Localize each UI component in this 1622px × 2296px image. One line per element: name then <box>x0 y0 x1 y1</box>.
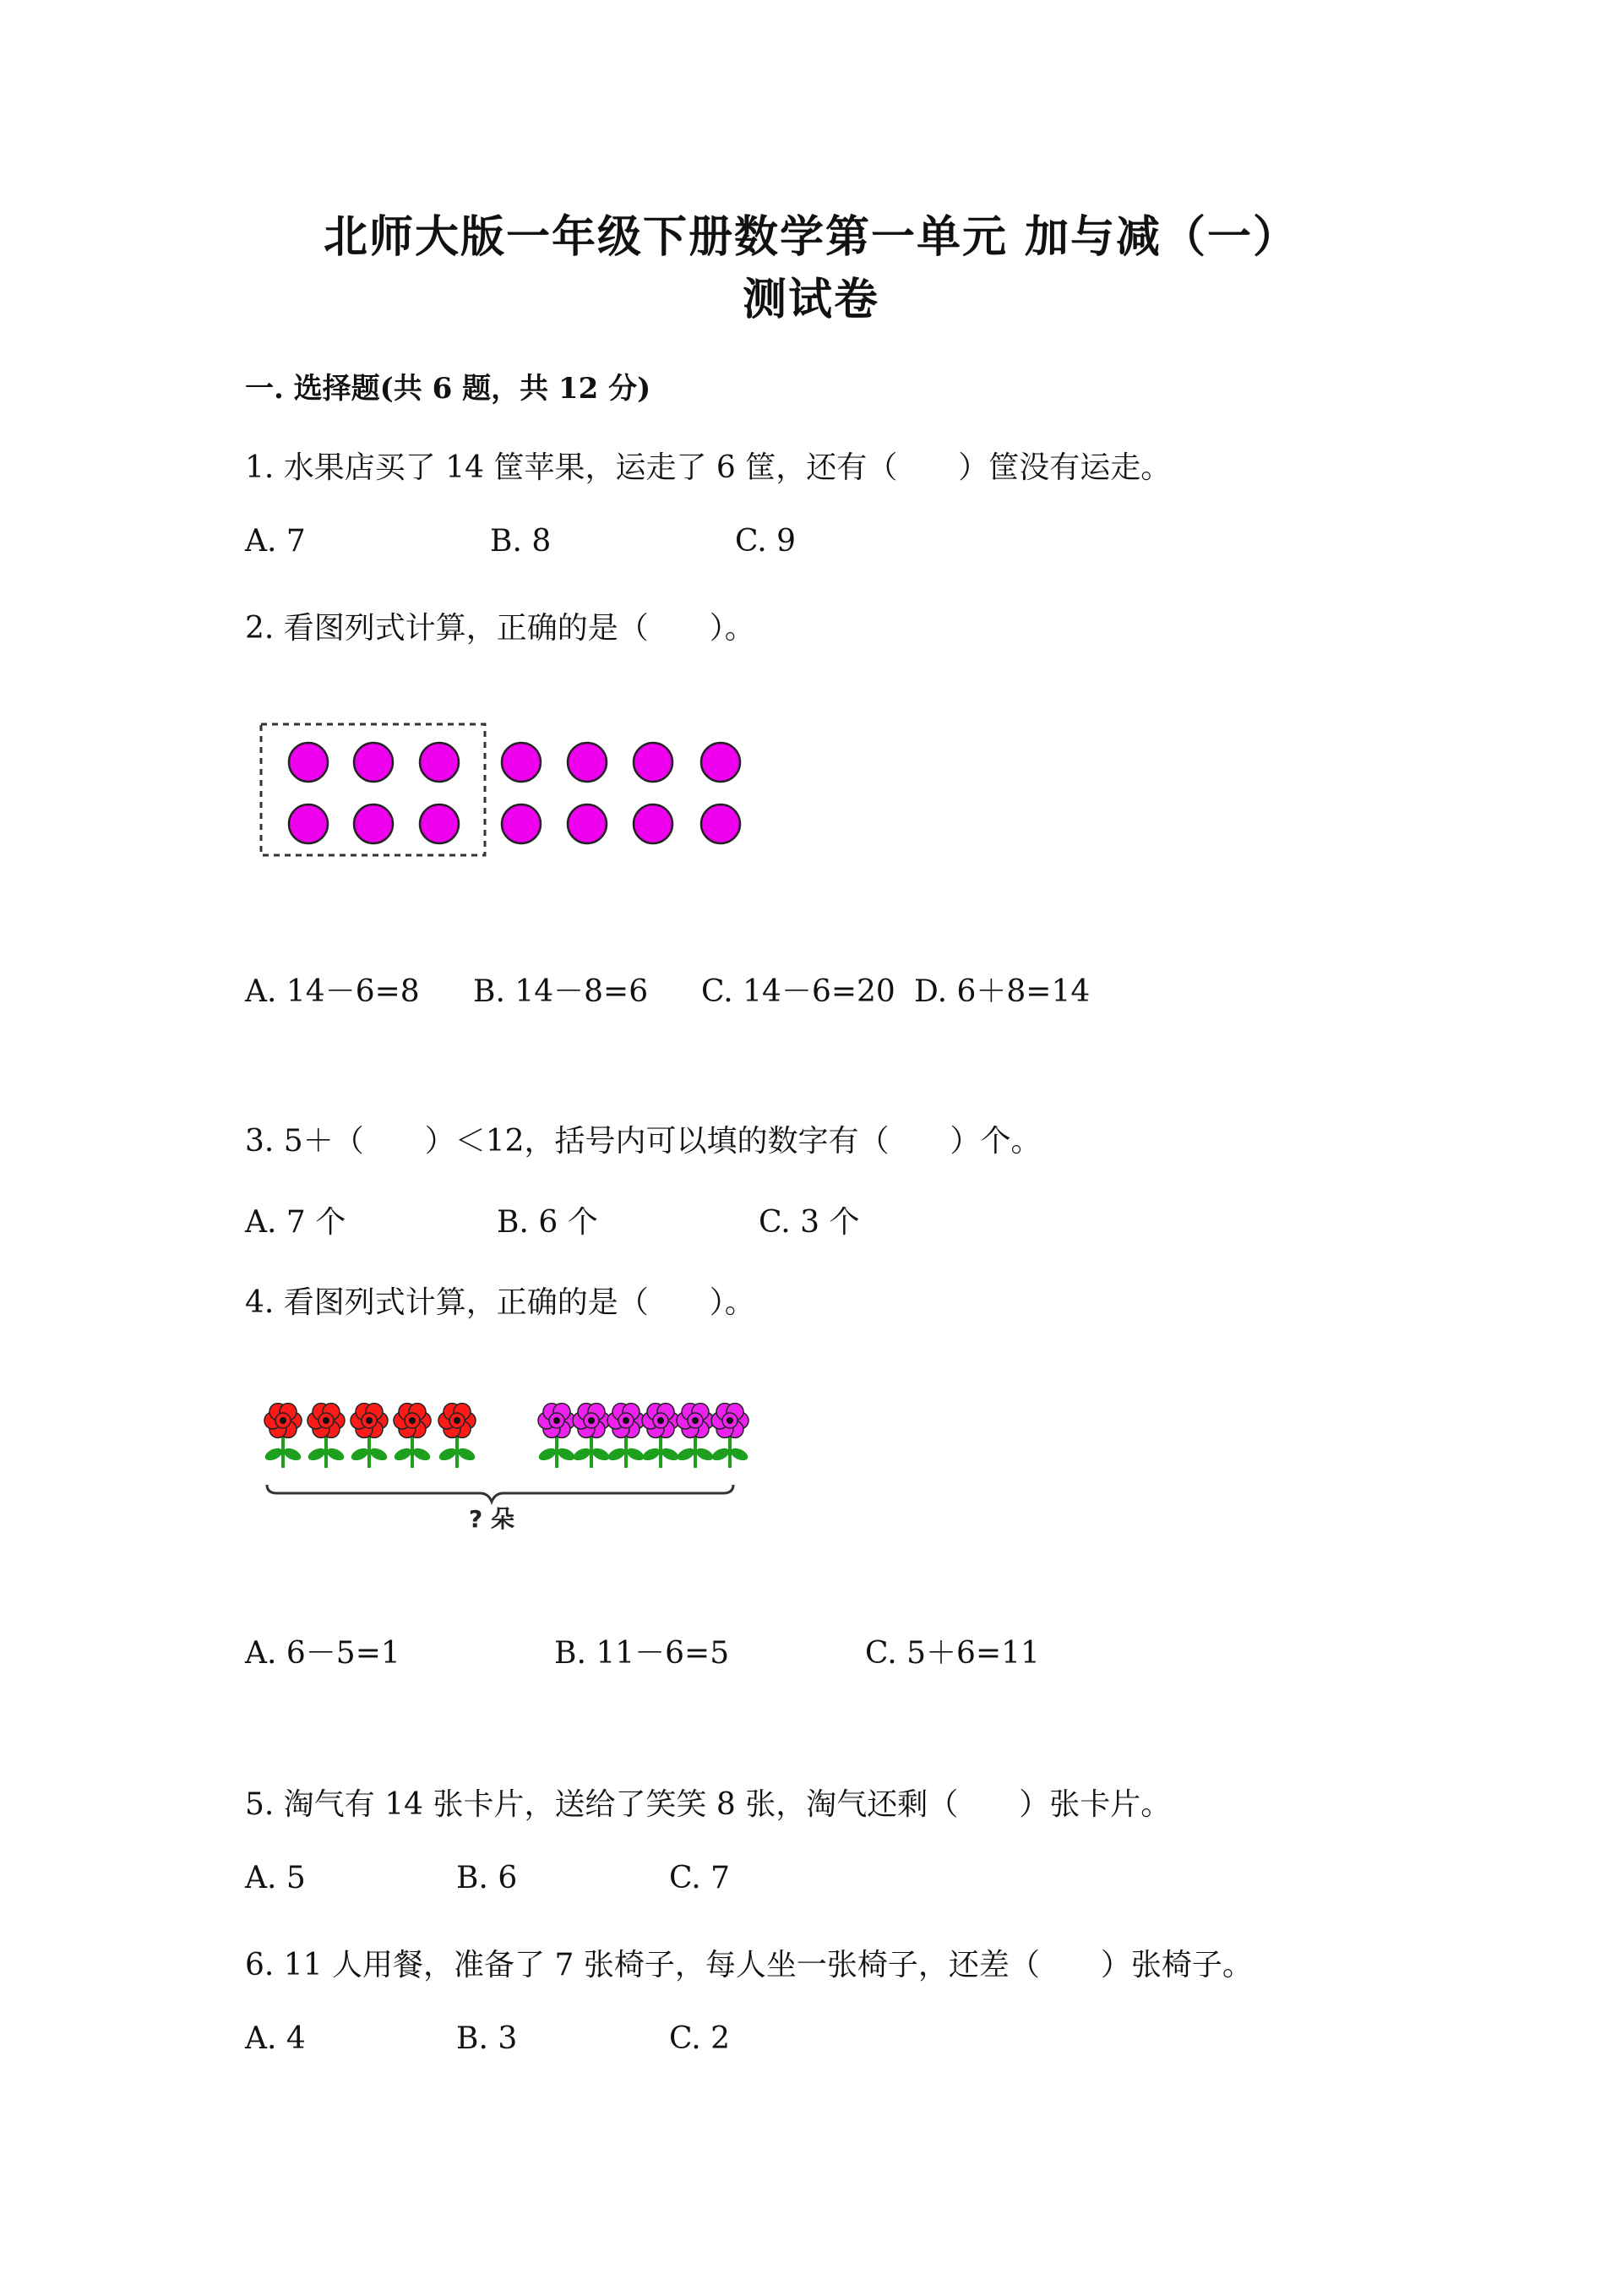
question-2-option-d[interactable]: D. 6＋8=14 <box>914 974 1091 1009</box>
dot-9 <box>354 804 393 843</box>
question-5-option-c[interactable]: C. 7 <box>669 1861 731 1895</box>
red-flower-2 <box>306 1404 346 1468</box>
total-brace <box>267 1485 733 1502</box>
question-2-option-c[interactable]: C. 14－6=20 <box>701 974 895 1009</box>
pink-flower-3 <box>606 1404 645 1468</box>
red-flower-3 <box>349 1404 389 1468</box>
question-2-stem: 2. 看图列式计算，正确的是（ ）。 <box>245 611 755 646</box>
question-6-option-c[interactable]: C. 2 <box>669 2021 731 2056</box>
dots-figure <box>245 714 769 870</box>
question-4-option-a[interactable]: A. 6－5=1 <box>245 1636 400 1671</box>
dot-13 <box>634 804 672 843</box>
dot-8 <box>289 804 328 843</box>
dot-14 <box>701 804 740 843</box>
question-3-option-b[interactable]: B. 6 个 <box>497 1205 598 1240</box>
dot-2 <box>354 743 393 782</box>
dot-3 <box>420 743 459 782</box>
red-flower-4 <box>392 1404 432 1468</box>
pink-flower-2 <box>571 1404 611 1468</box>
page-title-line1: 北师大版一年级下册数学第一单元 加与减（一） <box>323 211 1299 263</box>
dot-10 <box>420 804 459 843</box>
pink-flower-1 <box>536 1404 576 1468</box>
page-title-line2: 测试卷 <box>742 274 879 325</box>
section-heading: 一. 选择题(共 6 题，共 12 分) <box>245 372 651 406</box>
question-3-stem: 3. 5＋（ ）＜12，括号内可以填的数字有（ ）个。 <box>245 1124 1042 1159</box>
question-2-option-b[interactable]: B. 14－8=6 <box>473 974 649 1009</box>
flowers-figure <box>253 1390 760 1538</box>
dot-11 <box>502 804 541 843</box>
question-5-stem: 5. 淘气有 14 张卡片，送给了笑笑 8 张，淘气还剩（ ）张卡片。 <box>245 1787 1172 1822</box>
question-5-option-b[interactable]: B. 6 <box>456 1861 518 1895</box>
dot-6 <box>634 743 672 782</box>
question-4-option-b[interactable]: B. 11－6=5 <box>554 1636 730 1671</box>
pink-flower-5 <box>675 1404 715 1468</box>
question-5-option-a[interactable]: A. 5 <box>245 1861 306 1895</box>
dot-1 <box>289 743 328 782</box>
question-4-stem: 4. 看图列式计算，正确的是（ ）。 <box>245 1285 755 1320</box>
question-6-option-a[interactable]: A. 4 <box>245 2021 306 2056</box>
dot-12 <box>568 804 607 843</box>
dot-7 <box>701 743 740 782</box>
dot-5 <box>568 743 607 782</box>
question-1-option-a[interactable]: A. 7 <box>245 524 306 559</box>
question-4-option-c[interactable]: C. 5＋6=11 <box>865 1636 1040 1671</box>
red-flower-5 <box>437 1404 476 1468</box>
question-2-option-a[interactable]: A. 14－6=8 <box>245 974 420 1009</box>
question-1-option-c[interactable]: C. 9 <box>735 524 797 559</box>
question-6-stem: 6. 11 人用餐，准备了 7 张椅子，每人坐一张椅子，还差（ ）张椅子。 <box>245 1948 1253 1982</box>
dot-4 <box>502 743 541 782</box>
question-6-option-b[interactable]: B. 3 <box>456 2021 518 2056</box>
question-3-option-c[interactable]: C. 3 个 <box>759 1205 860 1240</box>
question-1-option-b[interactable]: B. 8 <box>490 524 552 559</box>
question-1-stem: 1. 水果店买了 14 筐苹果，运走了 6 筐，还有（ ）筐没有运走。 <box>245 450 1172 485</box>
total-flowers-label: ? 朵 <box>469 1505 514 1533</box>
pink-flower-6 <box>710 1404 749 1468</box>
question-3-option-a[interactable]: A. 7 个 <box>245 1205 346 1240</box>
pink-flower-4 <box>640 1404 680 1468</box>
red-flower-1 <box>263 1404 302 1468</box>
